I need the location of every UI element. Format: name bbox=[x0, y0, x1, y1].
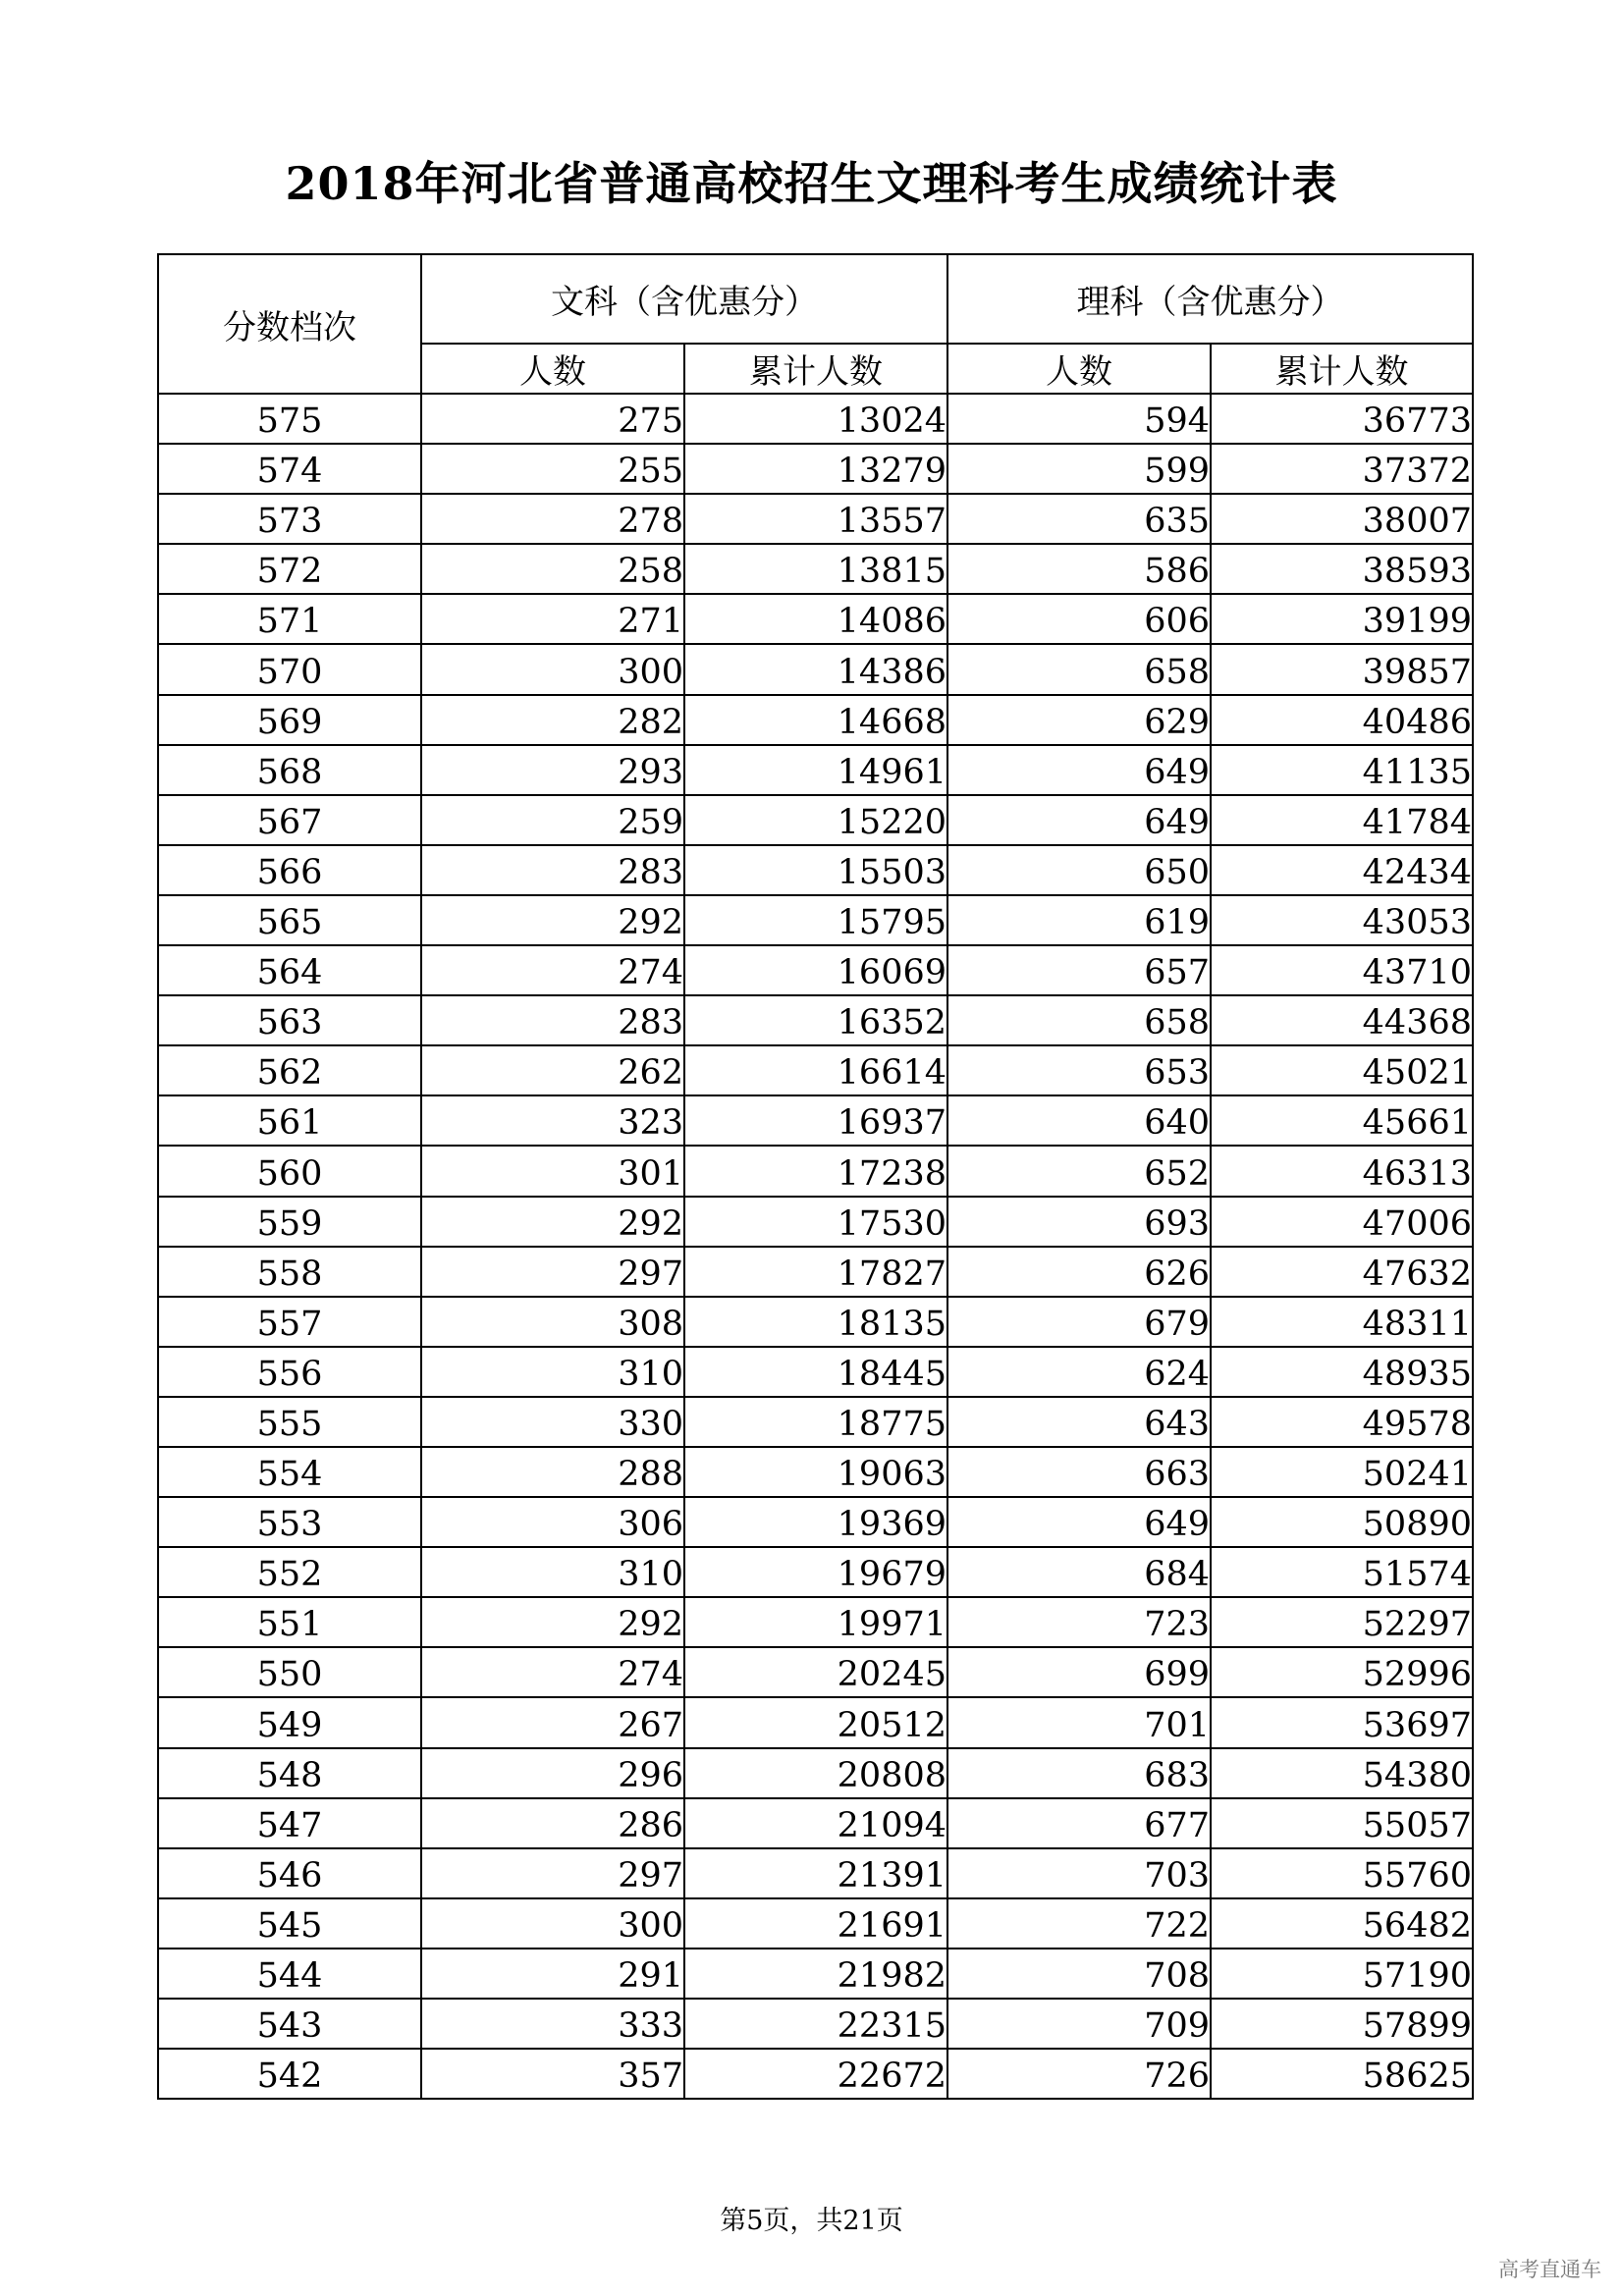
cell-science-cumulative: 36773 bbox=[1211, 394, 1473, 444]
cell-science-cumulative: 53697 bbox=[1211, 1697, 1473, 1747]
table-row bbox=[158, 1146, 1473, 1196]
page-number-footer: 第5页，共21页 bbox=[720, 2206, 903, 2236]
cell-science-cumulative: 43710 bbox=[1211, 945, 1473, 995]
cell-science-count: 726 bbox=[947, 2049, 1211, 2099]
cell-liberal-arts-count: 283 bbox=[421, 995, 684, 1045]
cell-liberal-arts-cumulative: 18775 bbox=[684, 1397, 947, 1447]
cell-score: 556 bbox=[158, 1347, 421, 1397]
cell-science-cumulative: 49578 bbox=[1211, 1397, 1473, 1447]
table-row bbox=[158, 1347, 1473, 1397]
cell-liberal-arts-count: 278 bbox=[421, 494, 684, 544]
header-liberal-arts-count: 人数 bbox=[421, 344, 684, 394]
cell-liberal-arts-cumulative: 19971 bbox=[684, 1597, 947, 1647]
cell-score: 554 bbox=[158, 1447, 421, 1497]
table-row bbox=[158, 1949, 1473, 1999]
cell-liberal-arts-count: 308 bbox=[421, 1297, 684, 1347]
cell-score: 552 bbox=[158, 1547, 421, 1597]
cell-science-count: 683 bbox=[947, 1748, 1211, 1798]
cell-liberal-arts-cumulative: 21094 bbox=[684, 1798, 947, 1848]
cell-science-count: 684 bbox=[947, 1547, 1211, 1597]
cell-liberal-arts-count: 275 bbox=[421, 394, 684, 444]
cell-science-count: 643 bbox=[947, 1397, 1211, 1447]
cell-liberal-arts-cumulative: 14668 bbox=[684, 695, 947, 745]
table-row bbox=[158, 1095, 1473, 1146]
cell-science-count: 594 bbox=[947, 394, 1211, 444]
table-row bbox=[158, 795, 1473, 845]
cell-science-cumulative: 48311 bbox=[1211, 1297, 1473, 1347]
cell-score: 553 bbox=[158, 1497, 421, 1547]
cell-liberal-arts-count: 267 bbox=[421, 1697, 684, 1747]
table-row bbox=[158, 494, 1473, 544]
cell-science-count: 657 bbox=[947, 945, 1211, 995]
cell-liberal-arts-cumulative: 19369 bbox=[684, 1497, 947, 1547]
cell-liberal-arts-count: 333 bbox=[421, 1999, 684, 2049]
cell-science-count: 649 bbox=[947, 795, 1211, 845]
cell-science-count: 626 bbox=[947, 1247, 1211, 1297]
cell-score: 571 bbox=[158, 594, 421, 644]
cell-score: 542 bbox=[158, 2049, 421, 2099]
cell-liberal-arts-count: 297 bbox=[421, 1848, 684, 1898]
cell-liberal-arts-cumulative: 22315 bbox=[684, 1999, 947, 2049]
table-row bbox=[158, 995, 1473, 1045]
header-science-cumulative: 累计人数 bbox=[1211, 344, 1473, 394]
cell-liberal-arts-count: 306 bbox=[421, 1497, 684, 1547]
cell-score: 543 bbox=[158, 1999, 421, 2049]
table-body bbox=[158, 394, 1473, 2099]
cell-liberal-arts-cumulative: 15503 bbox=[684, 845, 947, 895]
cell-liberal-arts-cumulative: 16069 bbox=[684, 945, 947, 995]
cell-liberal-arts-count: 301 bbox=[421, 1146, 684, 1196]
cell-science-count: 635 bbox=[947, 494, 1211, 544]
cell-liberal-arts-count: 297 bbox=[421, 1247, 684, 1297]
cell-liberal-arts-cumulative: 18135 bbox=[684, 1297, 947, 1347]
cell-science-cumulative: 57190 bbox=[1211, 1949, 1473, 1999]
table-row bbox=[158, 544, 1473, 594]
cell-liberal-arts-count: 292 bbox=[421, 895, 684, 945]
cell-science-count: 650 bbox=[947, 845, 1211, 895]
cell-score: 574 bbox=[158, 444, 421, 494]
table-row bbox=[158, 1447, 1473, 1497]
cell-score: 560 bbox=[158, 1146, 421, 1196]
cell-liberal-arts-count: 300 bbox=[421, 644, 684, 694]
cell-science-cumulative: 52996 bbox=[1211, 1647, 1473, 1697]
table-row bbox=[158, 945, 1473, 995]
cell-science-cumulative: 45661 bbox=[1211, 1095, 1473, 1146]
cell-score: 551 bbox=[158, 1597, 421, 1647]
cell-science-count: 640 bbox=[947, 1095, 1211, 1146]
cell-science-count: 663 bbox=[947, 1447, 1211, 1497]
header-science-count: 人数 bbox=[947, 344, 1211, 394]
cell-science-count: 722 bbox=[947, 1898, 1211, 1949]
cell-liberal-arts-cumulative: 19679 bbox=[684, 1547, 947, 1597]
cell-score: 561 bbox=[158, 1095, 421, 1146]
header-science: 理科（含优惠分） bbox=[947, 254, 1473, 344]
cell-science-count: 629 bbox=[947, 695, 1211, 745]
cell-liberal-arts-count: 310 bbox=[421, 1547, 684, 1597]
cell-liberal-arts-count: 255 bbox=[421, 444, 684, 494]
cell-science-cumulative: 55760 bbox=[1211, 1848, 1473, 1898]
table-row bbox=[158, 1597, 1473, 1647]
table-header-row bbox=[158, 254, 1473, 344]
cell-liberal-arts-cumulative: 17827 bbox=[684, 1247, 947, 1297]
header-liberal-arts-cumulative: 累计人数 bbox=[684, 344, 947, 394]
watermark-text: 高考直通车 bbox=[1498, 2258, 1601, 2281]
cell-science-cumulative: 41135 bbox=[1211, 745, 1473, 795]
cell-score: 548 bbox=[158, 1748, 421, 1798]
table-row bbox=[158, 1397, 1473, 1447]
cell-score: 562 bbox=[158, 1045, 421, 1095]
cell-liberal-arts-count: 274 bbox=[421, 945, 684, 995]
cell-science-cumulative: 50241 bbox=[1211, 1447, 1473, 1497]
cell-liberal-arts-count: 288 bbox=[421, 1447, 684, 1497]
cell-science-count: 708 bbox=[947, 1949, 1211, 1999]
cell-liberal-arts-cumulative: 16352 bbox=[684, 995, 947, 1045]
cell-liberal-arts-count: 274 bbox=[421, 1647, 684, 1697]
table-row bbox=[158, 594, 1473, 644]
table-row bbox=[158, 1798, 1473, 1848]
cell-liberal-arts-count: 357 bbox=[421, 2049, 684, 2099]
cell-science-cumulative: 43053 bbox=[1211, 895, 1473, 945]
cell-score: 544 bbox=[158, 1949, 421, 1999]
cell-liberal-arts-count: 258 bbox=[421, 544, 684, 594]
cell-liberal-arts-cumulative: 18445 bbox=[684, 1347, 947, 1397]
table-row bbox=[158, 895, 1473, 945]
cell-science-cumulative: 57899 bbox=[1211, 1999, 1473, 2049]
cell-science-cumulative: 39857 bbox=[1211, 644, 1473, 694]
cell-liberal-arts-count: 296 bbox=[421, 1748, 684, 1798]
cell-score: 558 bbox=[158, 1247, 421, 1297]
cell-science-count: 624 bbox=[947, 1347, 1211, 1397]
cell-liberal-arts-count: 282 bbox=[421, 695, 684, 745]
cell-science-cumulative: 38007 bbox=[1211, 494, 1473, 544]
cell-liberal-arts-cumulative: 20512 bbox=[684, 1697, 947, 1747]
cell-science-cumulative: 51574 bbox=[1211, 1547, 1473, 1597]
table-row bbox=[158, 1497, 1473, 1547]
cell-liberal-arts-count: 323 bbox=[421, 1095, 684, 1146]
cell-score: 550 bbox=[158, 1647, 421, 1697]
table-row bbox=[158, 1197, 1473, 1247]
cell-science-cumulative: 46313 bbox=[1211, 1146, 1473, 1196]
cell-liberal-arts-cumulative: 21391 bbox=[684, 1848, 947, 1898]
cell-science-cumulative: 50890 bbox=[1211, 1497, 1473, 1547]
cell-liberal-arts-cumulative: 14961 bbox=[684, 745, 947, 795]
table-row bbox=[158, 745, 1473, 795]
page-title: 2018年河北省普通高校招生文理科考生成绩统计表 bbox=[285, 157, 1338, 210]
cell-science-count: 679 bbox=[947, 1297, 1211, 1347]
table-row bbox=[158, 2049, 1473, 2099]
score-statistics-table bbox=[157, 253, 1474, 2100]
cell-score: 545 bbox=[158, 1898, 421, 1949]
cell-science-count: 723 bbox=[947, 1597, 1211, 1647]
cell-liberal-arts-cumulative: 13024 bbox=[684, 394, 947, 444]
table-row bbox=[158, 1547, 1473, 1597]
cell-liberal-arts-count: 262 bbox=[421, 1045, 684, 1095]
cell-science-cumulative: 48935 bbox=[1211, 1347, 1473, 1397]
cell-liberal-arts-cumulative: 20245 bbox=[684, 1647, 947, 1697]
cell-score: 569 bbox=[158, 695, 421, 745]
table-row bbox=[158, 1247, 1473, 1297]
cell-liberal-arts-cumulative: 20808 bbox=[684, 1748, 947, 1798]
cell-score: 549 bbox=[158, 1697, 421, 1747]
cell-liberal-arts-count: 330 bbox=[421, 1397, 684, 1447]
table-row bbox=[158, 1045, 1473, 1095]
cell-science-cumulative: 44368 bbox=[1211, 995, 1473, 1045]
cell-score: 565 bbox=[158, 895, 421, 945]
table-row bbox=[158, 444, 1473, 494]
cell-liberal-arts-cumulative: 17238 bbox=[684, 1146, 947, 1196]
cell-score: 564 bbox=[158, 945, 421, 995]
cell-score: 570 bbox=[158, 644, 421, 694]
cell-score: 557 bbox=[158, 1297, 421, 1347]
cell-science-count: 649 bbox=[947, 1497, 1211, 1547]
cell-science-count: 677 bbox=[947, 1798, 1211, 1848]
cell-score: 566 bbox=[158, 845, 421, 895]
cell-liberal-arts-cumulative: 14086 bbox=[684, 594, 947, 644]
cell-liberal-arts-count: 292 bbox=[421, 1597, 684, 1647]
cell-science-cumulative: 47632 bbox=[1211, 1247, 1473, 1297]
cell-score: 546 bbox=[158, 1848, 421, 1898]
cell-science-count: 693 bbox=[947, 1197, 1211, 1247]
table-row bbox=[158, 1898, 1473, 1949]
cell-science-cumulative: 40486 bbox=[1211, 695, 1473, 745]
cell-liberal-arts-cumulative: 13815 bbox=[684, 544, 947, 594]
cell-science-count: 606 bbox=[947, 594, 1211, 644]
table-row bbox=[158, 1647, 1473, 1697]
cell-science-cumulative: 52297 bbox=[1211, 1597, 1473, 1647]
cell-liberal-arts-cumulative: 22672 bbox=[684, 2049, 947, 2099]
cell-science-count: 649 bbox=[947, 745, 1211, 795]
cell-science-count: 619 bbox=[947, 895, 1211, 945]
cell-science-count: 658 bbox=[947, 995, 1211, 1045]
cell-science-count: 652 bbox=[947, 1146, 1211, 1196]
table-row bbox=[158, 1748, 1473, 1798]
cell-liberal-arts-count: 286 bbox=[421, 1798, 684, 1848]
cell-science-count: 701 bbox=[947, 1697, 1211, 1747]
cell-liberal-arts-count: 283 bbox=[421, 845, 684, 895]
cell-score: 567 bbox=[158, 795, 421, 845]
cell-science-cumulative: 55057 bbox=[1211, 1798, 1473, 1848]
cell-liberal-arts-cumulative: 15795 bbox=[684, 895, 947, 945]
cell-liberal-arts-cumulative: 21982 bbox=[684, 1949, 947, 1999]
cell-liberal-arts-count: 310 bbox=[421, 1347, 684, 1397]
cell-science-count: 709 bbox=[947, 1999, 1211, 2049]
table-row bbox=[158, 1697, 1473, 1747]
cell-liberal-arts-cumulative: 16614 bbox=[684, 1045, 947, 1095]
cell-liberal-arts-count: 259 bbox=[421, 795, 684, 845]
cell-science-count: 703 bbox=[947, 1848, 1211, 1898]
cell-science-cumulative: 37372 bbox=[1211, 444, 1473, 494]
cell-science-count: 599 bbox=[947, 444, 1211, 494]
cell-liberal-arts-cumulative: 15220 bbox=[684, 795, 947, 845]
cell-score: 555 bbox=[158, 1397, 421, 1447]
table-row bbox=[158, 695, 1473, 745]
cell-score: 547 bbox=[158, 1798, 421, 1848]
cell-liberal-arts-cumulative: 13279 bbox=[684, 444, 947, 494]
cell-score: 563 bbox=[158, 995, 421, 1045]
cell-science-cumulative: 38593 bbox=[1211, 544, 1473, 594]
cell-science-cumulative: 41784 bbox=[1211, 795, 1473, 845]
cell-liberal-arts-count: 291 bbox=[421, 1949, 684, 1999]
table-row bbox=[158, 845, 1473, 895]
cell-science-cumulative: 42434 bbox=[1211, 845, 1473, 895]
cell-science-cumulative: 58625 bbox=[1211, 2049, 1473, 2099]
cell-science-count: 699 bbox=[947, 1647, 1211, 1697]
cell-score: 568 bbox=[158, 745, 421, 795]
cell-liberal-arts-count: 300 bbox=[421, 1898, 684, 1949]
cell-science-count: 653 bbox=[947, 1045, 1211, 1095]
cell-liberal-arts-cumulative: 13557 bbox=[684, 494, 947, 544]
table-row bbox=[158, 394, 1473, 444]
header-score-level: 分数档次 bbox=[158, 254, 421, 394]
cell-science-cumulative: 47006 bbox=[1211, 1197, 1473, 1247]
cell-liberal-arts-cumulative: 14386 bbox=[684, 644, 947, 694]
cell-science-count: 586 bbox=[947, 544, 1211, 594]
cell-score: 573 bbox=[158, 494, 421, 544]
table-row bbox=[158, 644, 1473, 694]
cell-science-cumulative: 54380 bbox=[1211, 1748, 1473, 1798]
cell-science-cumulative: 56482 bbox=[1211, 1898, 1473, 1949]
cell-science-cumulative: 45021 bbox=[1211, 1045, 1473, 1095]
cell-score: 559 bbox=[158, 1197, 421, 1247]
cell-liberal-arts-count: 293 bbox=[421, 745, 684, 795]
table-row bbox=[158, 1848, 1473, 1898]
cell-score: 572 bbox=[158, 544, 421, 594]
cell-science-cumulative: 39199 bbox=[1211, 594, 1473, 644]
cell-science-count: 658 bbox=[947, 644, 1211, 694]
cell-liberal-arts-cumulative: 17530 bbox=[684, 1197, 947, 1247]
header-liberal-arts: 文科（含优惠分） bbox=[421, 254, 947, 344]
table-row bbox=[158, 1999, 1473, 2049]
cell-liberal-arts-cumulative: 21691 bbox=[684, 1898, 947, 1949]
table-row bbox=[158, 1297, 1473, 1347]
cell-score: 575 bbox=[158, 394, 421, 444]
cell-liberal-arts-cumulative: 19063 bbox=[684, 1447, 947, 1497]
cell-liberal-arts-count: 271 bbox=[421, 594, 684, 644]
cell-liberal-arts-cumulative: 16937 bbox=[684, 1095, 947, 1146]
cell-liberal-arts-count: 292 bbox=[421, 1197, 684, 1247]
